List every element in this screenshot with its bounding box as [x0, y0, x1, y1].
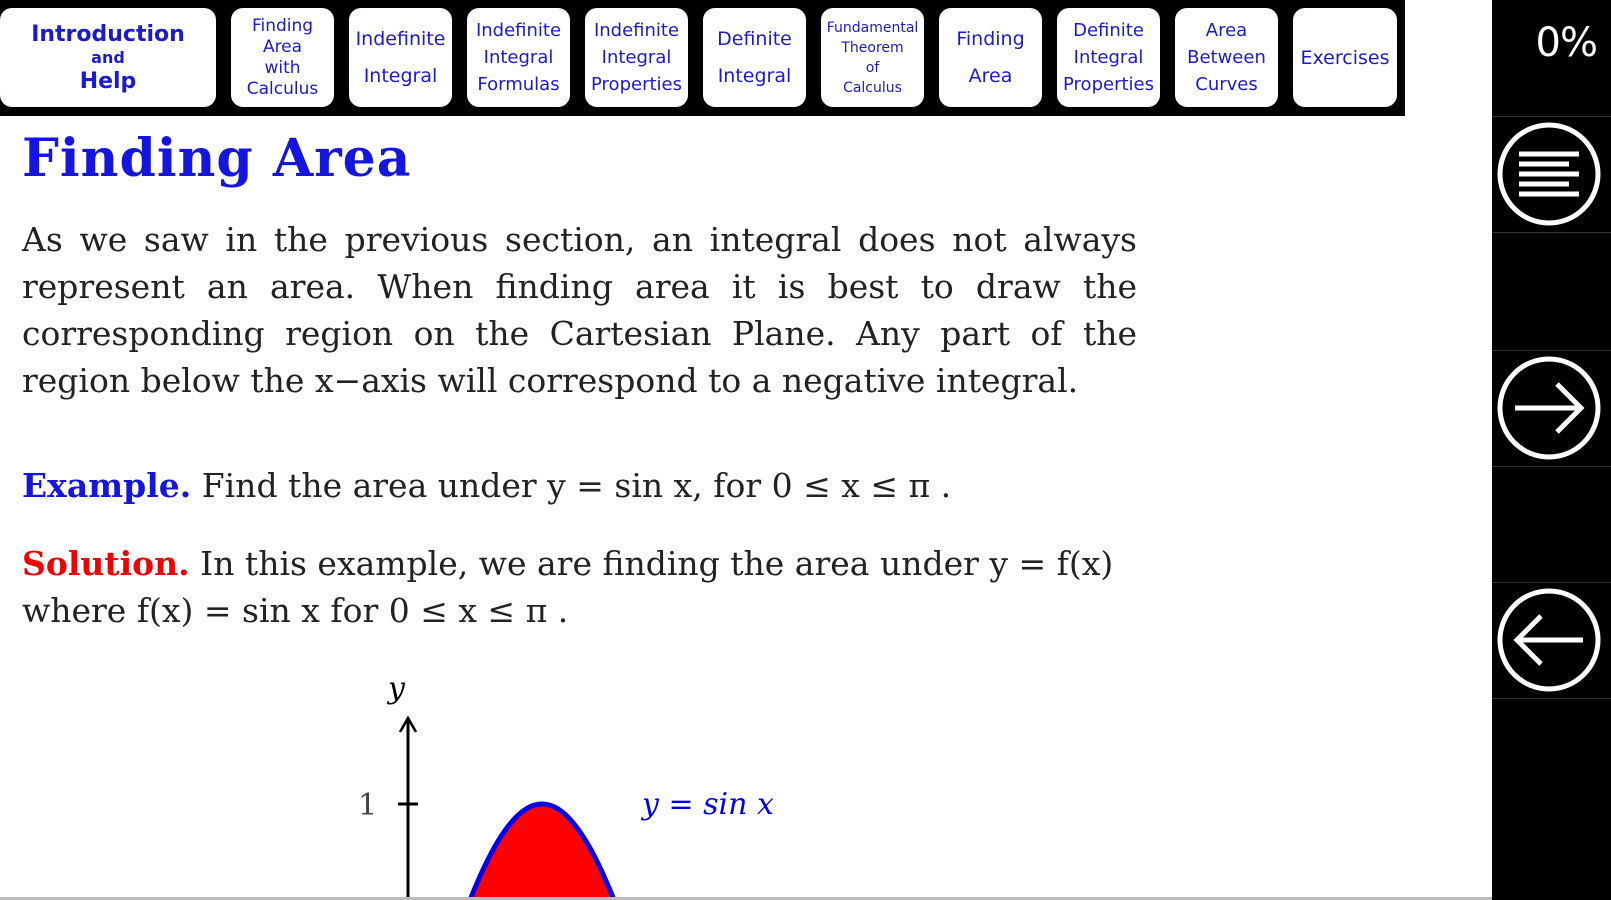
menu-button[interactable]: [1497, 122, 1601, 226]
divider: [1492, 582, 1611, 583]
tab-label: Finding: [251, 15, 314, 36]
solution-text: In this example, we are finding the area under y = f(x) where f(x) = sin x for 0 ≤ x ≤ π .: [22, 544, 1114, 630]
divider: [1492, 466, 1611, 467]
tab-exercises[interactable]: [1293, 8, 1397, 107]
tab-label: and: [91, 47, 125, 67]
tab-label: Properties: [1063, 74, 1154, 95]
divider: [1492, 232, 1611, 233]
y-tick-label-1: 1: [358, 788, 378, 823]
tab-label: Integral: [1073, 47, 1144, 68]
tab-label: Exercises: [1300, 46, 1390, 69]
tab-label: Formulas: [477, 74, 560, 95]
tab-label: Finding: [956, 27, 1025, 50]
tab-label: Definite: [1073, 20, 1144, 41]
tab-label: Indefinite: [355, 27, 446, 50]
tab-label: Definite: [717, 27, 792, 50]
tab-label: Theorem: [841, 39, 904, 56]
divider: [1492, 350, 1611, 351]
tab-label: Integral: [363, 64, 438, 87]
tab-label: Between: [1187, 47, 1266, 68]
menu-icon: [1500, 125, 1598, 223]
tab-label: Introduction: [31, 21, 185, 47]
tab-fundamental-theorem-of-calculus[interactable]: [821, 8, 924, 107]
tab-label: Area: [1205, 20, 1248, 41]
example-line: [22, 466, 951, 505]
arrow-right-icon: [1500, 359, 1598, 457]
intro-paragraph: As we saw in the previous section, an integral does not always represent an area. When finding area it is best to draw the corresponding region on the Cartesian Plane. Any part of the region below the x−axis will correspond to a negative integral.: [22, 220, 1137, 400]
divider: [1492, 116, 1611, 117]
tab-label: Integral: [601, 47, 672, 68]
progress-indicator: 0%: [1535, 20, 1597, 66]
page-title: Finding Area: [22, 128, 412, 189]
tab-label: Calculus: [843, 79, 902, 96]
previous-page-button[interactable]: [1497, 588, 1601, 692]
tab-label: Integral: [483, 47, 554, 68]
tab-finding-area-with-calculus[interactable]: [231, 8, 334, 107]
tab-area-between-curves[interactable]: [1175, 8, 1278, 107]
tab-label: Area: [262, 36, 303, 57]
tab-definite-integral[interactable]: [703, 8, 806, 107]
tab-label: Properties: [591, 74, 682, 95]
example-text: Find the area under y = sin x, for 0 ≤ x ≤ π .: [201, 466, 952, 505]
solution-paragraph: [22, 540, 1137, 634]
divider: [1492, 698, 1611, 699]
tab-label: Curves: [1195, 74, 1258, 95]
tab-indefinite-integral-formulas[interactable]: [467, 8, 570, 107]
tab-label: with: [264, 57, 301, 78]
curve-label: y = sin x: [642, 787, 774, 822]
tab-label: Calculus: [246, 78, 319, 99]
tab-label: Area: [968, 64, 1013, 87]
tab-label: of: [865, 59, 880, 76]
solution-label: Solution.: [22, 544, 190, 583]
tab-label: Integral: [717, 64, 792, 87]
tab-label: Fundamental: [826, 19, 919, 36]
y-axis-label: y: [388, 680, 405, 706]
right-sidebar: [1492, 0, 1611, 900]
tab-indefinite-integral-properties[interactable]: [585, 8, 688, 107]
example-label: Example.: [22, 466, 192, 505]
arrow-left-icon: [1500, 591, 1598, 689]
next-page-button[interactable]: [1497, 356, 1601, 460]
sine-graph: [330, 680, 830, 900]
tab-indefinite-integral[interactable]: [349, 8, 452, 107]
area-under-curve: [408, 804, 676, 900]
tab-label: Help: [79, 68, 137, 94]
tab-label: Indefinite: [475, 20, 562, 41]
chapter-nav-bar: [0, 0, 1405, 116]
tab-label: Indefinite: [593, 20, 680, 41]
tab-introduction-and-help[interactable]: [0, 8, 216, 107]
tab-definite-integral-properties[interactable]: [1057, 8, 1160, 107]
tab-finding-area[interactable]: [939, 8, 1042, 107]
